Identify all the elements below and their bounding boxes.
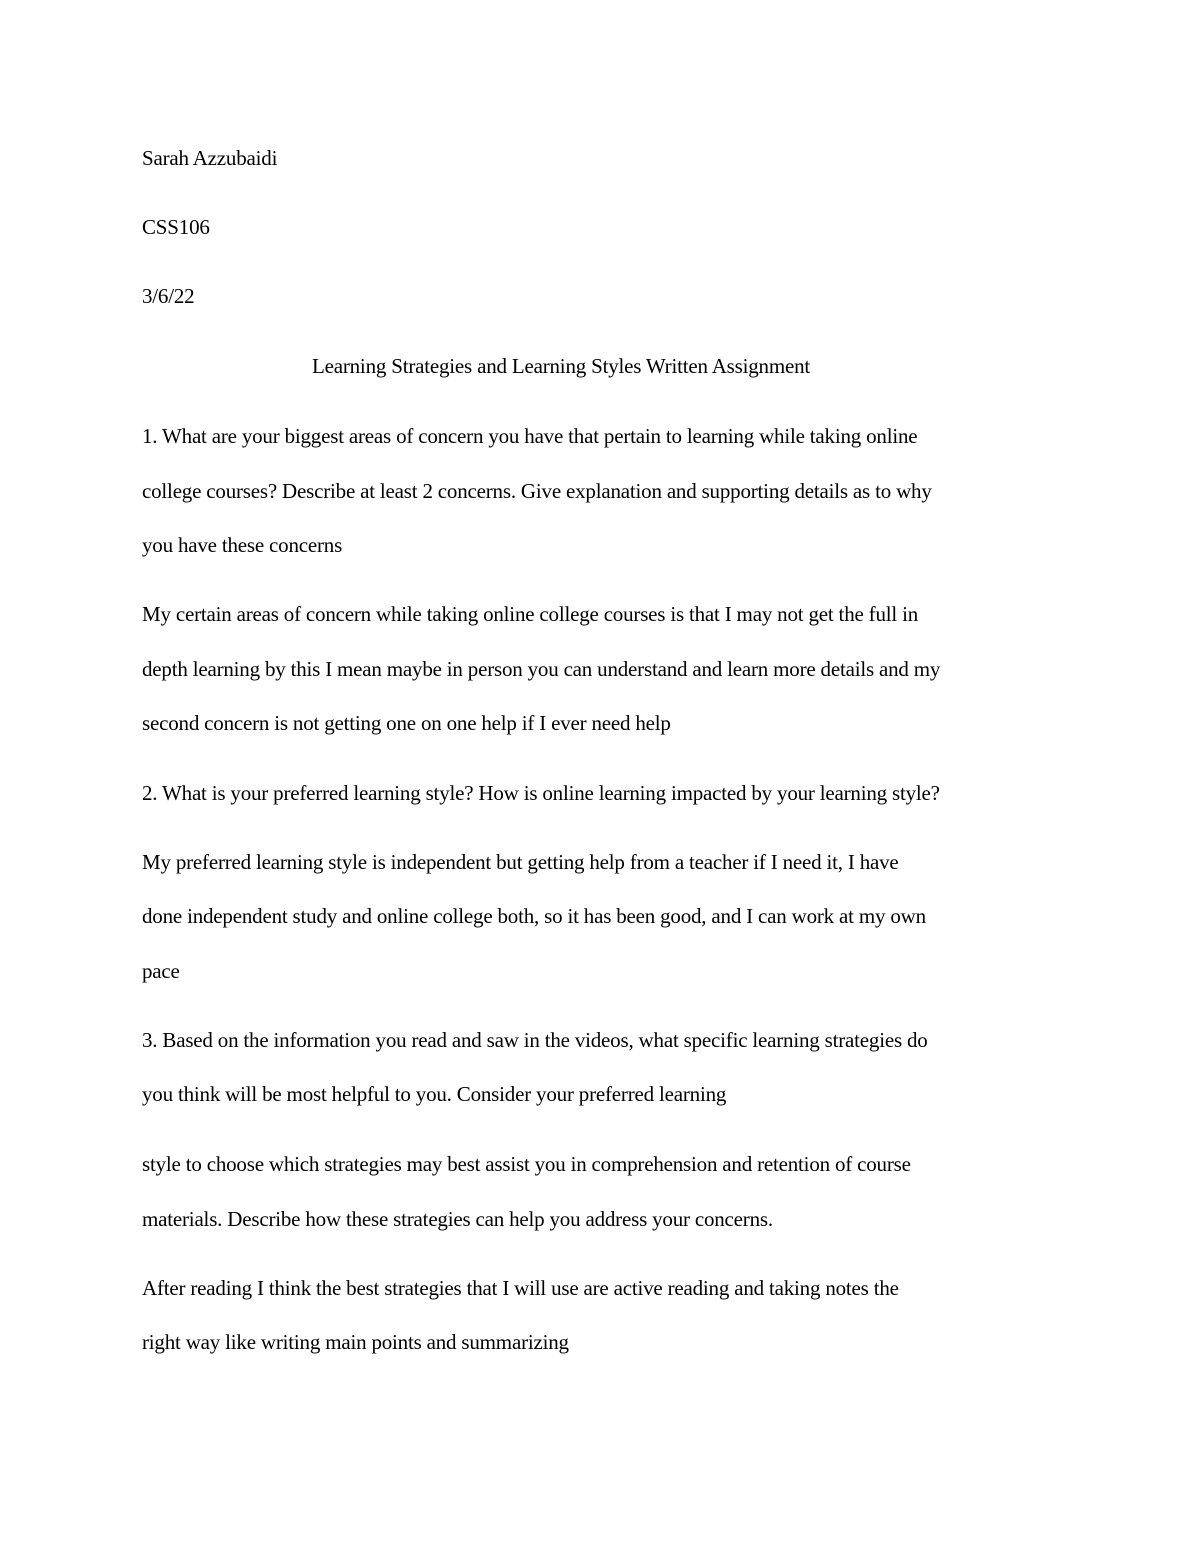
question-3-line: 3. Based on the information you read and saw in the videos, what specific learning strategies do — [142, 1028, 928, 1052]
document-title: Learning Strategies and Learning Styles Written Assignment — [311, 354, 811, 378]
question-3-line: materials. Describe how these strategies can help you address your concerns. — [142, 1207, 773, 1231]
answer-2-line: done independent study and online college both, so it has been good, and I can work at my own — [142, 904, 926, 928]
question-1-line: college courses? Describe at least 2 concerns. Give explanation and supporting details as to why — [142, 479, 932, 503]
course-code: CSS106 — [142, 215, 210, 239]
question-3-line: you think will be most helpful to you. Consider your preferred learning — [142, 1082, 727, 1106]
answer-2-line: My preferred learning style is independent but getting help from a teacher if I need it, I have — [142, 850, 899, 874]
answer-3-line: After reading I think the best strategies that I will use are active reading and taking notes the — [142, 1276, 899, 1300]
answer-3-line: right way like writing main points and summarizing — [142, 1330, 569, 1354]
answer-1-line: depth learning by this I mean maybe in person you can understand and learn more details and my — [142, 657, 941, 681]
assignment-date: 3/6/22 — [142, 284, 195, 308]
question-3-line: style to choose which strategies may best assist you in comprehension and retention of course — [142, 1152, 911, 1176]
answer-1-line: My certain areas of concern while taking online college courses is that I may not get the full in — [142, 602, 919, 626]
question-1-line: 1. What are your biggest areas of concern you have that pertain to learning while taking online — [142, 424, 918, 448]
question-2-line: 2. What is your preferred learning style? How is online learning impacted by your learning style? — [142, 781, 940, 805]
student-name: Sarah Azzubaidi — [142, 146, 278, 170]
answer-1-line: second concern is not getting one on one help if I ever need help — [142, 711, 671, 735]
answer-2-line: pace — [142, 959, 180, 983]
question-1-line: you have these concerns — [142, 533, 343, 557]
